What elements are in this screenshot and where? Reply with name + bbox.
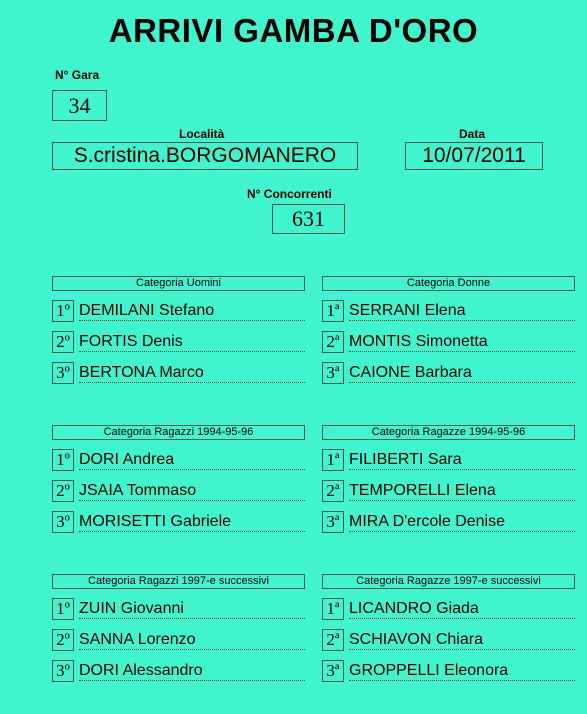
category-header: Categoria Ragazze 1997-e successivi [322, 574, 575, 589]
place-box: 2ª [322, 331, 344, 353]
athlete-name: CAIONE Barbara [349, 363, 575, 383]
athlete-name: DORI Andrea [79, 450, 305, 470]
ranking-row [52, 598, 305, 620]
place-box: 3º [52, 660, 74, 682]
concorrenti-label: N° Concorrenti [247, 187, 332, 201]
category-header: Categoria Uomini [52, 276, 305, 291]
place-box: 3ª [322, 362, 344, 384]
ranking-row [322, 480, 575, 502]
ranking-row [322, 511, 575, 533]
athlete-name: LICANDRO Giada [349, 599, 575, 619]
category-block [52, 276, 305, 388]
athlete-name: SCHIAVON Chiara [349, 630, 575, 650]
data-label: Data [459, 127, 486, 141]
category-block [322, 276, 575, 388]
place-box: 1º [52, 300, 74, 322]
category-block [52, 574, 305, 686]
category-block [322, 574, 575, 686]
athlete-name: FILIBERTI Sara [349, 450, 575, 470]
place-box: 3ª [322, 511, 344, 533]
athlete-name: FORTIS Denis [79, 332, 305, 352]
ranking-row [52, 480, 305, 502]
athlete-name: BERTONA Marco [79, 363, 305, 383]
ranking-row [322, 660, 575, 682]
athlete-name: MONTIS Simonetta [349, 332, 575, 352]
ranking-row [52, 362, 305, 384]
place-box: 1ª [322, 300, 344, 322]
athlete-name: MIRA D'ercole Denise [349, 512, 575, 532]
place-box: 2ª [322, 629, 344, 651]
gara-number-field: 34 [52, 90, 107, 121]
ranking-row [52, 449, 305, 471]
ranking-row [52, 660, 305, 682]
athlete-name: DEMILANI Stefano [79, 301, 305, 321]
place-box: 2º [52, 331, 74, 353]
athlete-name: SERRANI Elena [349, 301, 575, 321]
ranking-row [322, 331, 575, 353]
gara-label: N° Gara [55, 68, 100, 82]
place-box: 1ª [322, 449, 344, 471]
ranking-row [52, 331, 305, 353]
localita-label: Località [179, 127, 225, 141]
page-title: ARRIVI GAMBA D'ORO [108, 12, 479, 49]
category-header: Categoria Ragazzi 1994-95-96 [52, 425, 305, 440]
ranking-row [322, 629, 575, 651]
ranking-row [52, 629, 305, 651]
athlete-name: MORISETTI Gabriele [79, 512, 305, 532]
category-header: Categoria Donne [322, 276, 575, 291]
category-header: Categoria Ragazzi 1997-e successivi [52, 574, 305, 589]
athlete-name: TEMPORELLI Elena [349, 481, 575, 501]
date-field: 10/07/2011 [405, 142, 543, 170]
place-box: 3º [52, 362, 74, 384]
athlete-name: JSAIA Tommaso [79, 481, 305, 501]
ranking-row [322, 362, 575, 384]
concorrenti-field: 631 [272, 204, 345, 234]
athlete-name: ZUIN Giovanni [79, 599, 305, 619]
place-box: 2º [52, 480, 74, 502]
place-box: 1º [52, 598, 74, 620]
ranking-row [322, 598, 575, 620]
ranking-row [322, 449, 575, 471]
place-box: 2º [52, 629, 74, 651]
ranking-row [52, 300, 305, 322]
place-box: 1º [52, 449, 74, 471]
ranking-row [52, 511, 305, 533]
athlete-name: SANNA Lorenzo [79, 630, 305, 650]
category-block [322, 425, 575, 537]
athlete-name: DORI Alessandro [79, 661, 305, 681]
category-header: Categoria Ragazze 1994-95-96 [322, 425, 575, 440]
place-box: 1ª [322, 598, 344, 620]
category-block [52, 425, 305, 537]
place-box: 2ª [322, 480, 344, 502]
ranking-row [322, 300, 575, 322]
place-box: 3º [52, 511, 74, 533]
localita-field: S.cristina.BORGOMANERO [52, 142, 358, 170]
athlete-name: GROPPELLI Eleonora [349, 661, 575, 681]
place-box: 3ª [322, 660, 344, 682]
